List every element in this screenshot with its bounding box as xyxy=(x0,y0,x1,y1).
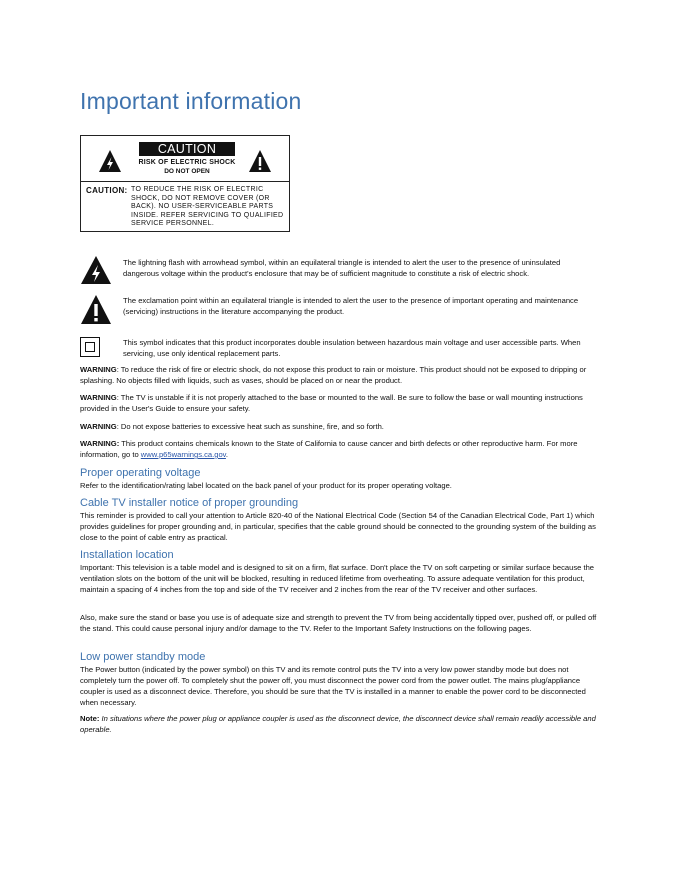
warning-label: WARNING xyxy=(80,365,117,374)
section-heading-standby: Low power standby mode xyxy=(80,651,206,663)
warning-text: : Do not expose batteries to excessive heat such as sunshine, fire, and so forth. xyxy=(116,422,384,431)
note-text: In situations where the power plug or appliance coupler is used as the disconnect device, the disconnect device shall remain readily accessible and operable. xyxy=(80,714,596,734)
page-title: Important information xyxy=(80,88,302,114)
section-body-voltage: Refer to the identification/rating label located on the back panel of your product for its proper operating voltage. xyxy=(80,481,452,490)
section-body-standby: The Power button (indicated by the power symbol) on this TV and its remote control puts the TV into a very low power standby mode but does not completely turn the power off. To completely shut the power off, you must disconnect the power cord from the power outlet. The mains plug/appliance coupler is used as a disconnect device. Therefore, you should be sure that the TV is installed in a manner to enable the power cord to be disconnected when necessary. xyxy=(80,665,586,707)
section-heading-grounding: Cable TV installer notice of proper grounding xyxy=(80,497,299,509)
note-label: Note: xyxy=(80,714,100,723)
warning-label: WARNING xyxy=(80,422,117,431)
section-heading-voltage: Proper operating voltage xyxy=(80,467,201,479)
warning-text-end: . xyxy=(225,450,229,459)
caution-label-box xyxy=(80,135,290,232)
symbol-description: The lightning flash with arrowhead symbol, within an equilateral triangle is intended to alert the user to the presence of uninsulated dangerous voltage within the product's enclosure that may be of sufficient magnitude to constitute a risk of electric shock. xyxy=(123,258,561,278)
lightning-triangle-icon xyxy=(98,149,122,173)
warning-text: This product contains chemicals known to the State of California to cause cancer and birth defects or other reproductive harm. For more information, go to xyxy=(80,439,578,459)
section-body-grounding: This reminder is provided to call your attention to Article 820-40 of the National Electrical Code (Section 54 of the Canadian Electrical Code, Part 1) which provides guidelines for proper grounding and, in particular, specifies that the cable ground should be connected to the grounding system of the building as close to the point of cable entry as practical. xyxy=(80,511,596,542)
risk-of-shock-text: RISK OF ELECTRIC SHOCK xyxy=(138,159,236,166)
caution-banner: CAUTION xyxy=(139,142,235,156)
caution-label-bottom xyxy=(81,182,289,232)
symbol-row-lightning xyxy=(80,255,600,291)
p65-warnings-link[interactable]: www.p65warnings.ca.gov xyxy=(140,450,226,459)
symbol-row-double-insulation xyxy=(80,337,600,361)
double-insulation-icon xyxy=(80,337,100,357)
warning-label: WARNING xyxy=(80,393,117,402)
symbol-row-exclamation xyxy=(80,293,600,327)
do-not-open-text: DO NOT OPEN xyxy=(164,168,210,175)
warning-prop65 xyxy=(80,438,602,460)
warning-text: : To reduce the risk of fire or electric shock, do not expose this product to rain or moisture. This product should not be exposed to dripping or splashing. No objects filled with liquids, such as vases, should be placed on or near the product. xyxy=(80,365,587,385)
exclamation-triangle-icon xyxy=(248,149,272,173)
section-heading-installation: Installation location xyxy=(80,549,174,561)
warning-label: WARNING: xyxy=(80,439,120,448)
symbol-description: The exclamation point within an equilateral triangle is intended to alert the user to the presence of important operating and maintenance (servicing) instructions in the literature accompanying the product. xyxy=(123,296,579,316)
lightning-triangle-icon xyxy=(80,255,112,285)
warning-batteries xyxy=(80,421,602,432)
warning-stability xyxy=(80,392,602,414)
caution-word: CAUTION: xyxy=(86,186,128,195)
caution-instructions: TO REDUCE THE RISK OF ELECTRIC SHOCK, DO NOT REMOVE COVER (OR BACK). NO USER-SERVICEABLE PARTS INSIDE. REFER SERVICING TO QUALIFIED SERVICE PERSONNEL. xyxy=(131,186,284,228)
section-body-installation: Important: This television is a table model and is designed to sit on a firm, flat surface. Don't place the TV on soft carpeting or similar surface because the ventilation slots on the bottom of the unit will be blocked, resulting in reduced lifetime from overheating. To assure adequate ventilation for this product, maintain a spacing of 4 inches from the top and side of the TV receiver and 2 inches from the rear of the TV receiver and other surfaces. xyxy=(80,563,595,594)
symbol-description: This symbol indicates that this product incorporates double insulation between hazardous main voltage and user accessible parts. When servicing, use only identical replacement parts. xyxy=(123,338,581,358)
warning-moisture xyxy=(80,364,602,386)
section-body-installation-stand: Also, make sure the stand or base you use is of adequate size and strength to prevent the TV from being accidentally tipped over, pushed off, or pulled off the stand. This could cause personal injury and/or damage to the TV. Refer to the Important Safety Instructions on the following pages. xyxy=(80,613,597,633)
standby-note xyxy=(80,713,602,735)
exclamation-triangle-icon xyxy=(80,294,112,325)
caution-label-top xyxy=(81,136,289,182)
warning-text: : The TV is unstable if it is not properly attached to the base or mounted to the wall. Be sure to follow the base or wall mounting instructions provided in the User's Guide to ensure your safety. xyxy=(80,393,583,413)
